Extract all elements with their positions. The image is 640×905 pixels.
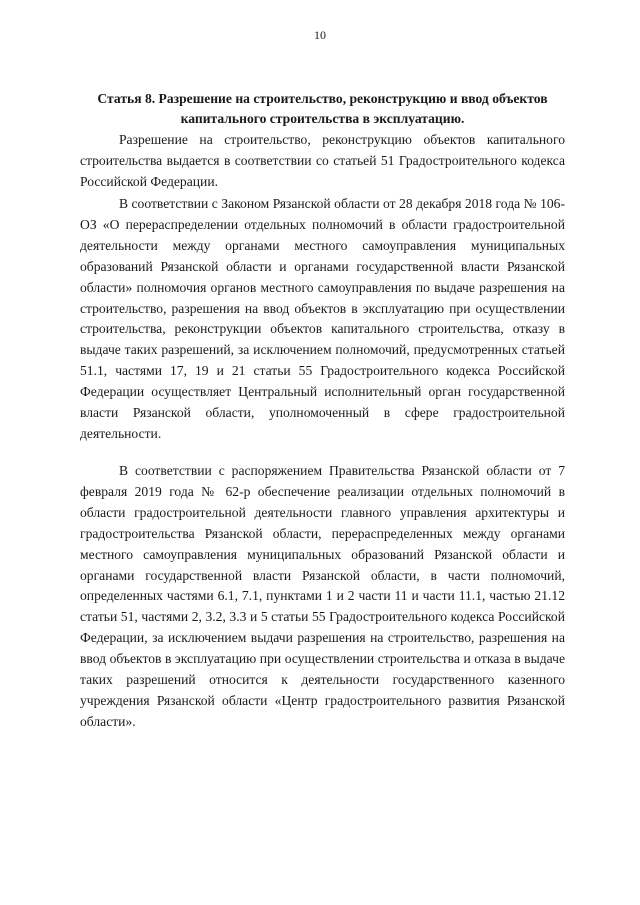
article-title: Статья 8. Разрешение на строительство, реконструкцию и ввод объектов капитального строительства в эксплуатацию. (97, 91, 548, 126)
paragraph-2: В соответствии с Законом Рязанской области от 28 декабря 2018 года № 106-ОЗ «О перераспределении отдельных полномочий в области градостроительной деятельности между органами местного самоуправления муниципальных образований Рязанской области и органами государственной власти Рязанской области» полномочия органов местного самоуправления по выдаче разрешения на строительство, разрешения на ввод объектов в эксплуатацию при осуществлении строительства, реконструкции объектов капитального строительства, отказу в выдаче таких разрешений, за исключением полномочий, предусмотренных статьей 51.1, частями 17, 19 и 21 статьи 55 Градостроительного кодекса Российской Федерации осуществляет Центральный исполнительный орган государственной власти Рязанской области, уполномоченный в сфере градостроительной деятельности. (80, 196, 565, 441)
paragraph-1: Разрешение на строительство, реконструкцию объектов капитального строительства выдается в соответствии со статьей 51 Градостроительного кодекса Российской Федерации. (80, 132, 565, 189)
page-number: 10 (314, 28, 326, 42)
paragraph-3: В соответствии с распоряжением Правительства Рязанской области от 7 февраля 2019 года № 62-р обеспечение реализации отдельных полномочий в области градостроительной деятельности главного управления архитектуры и градостроительства Рязанской области, перераспределенных между органами местного самоуправления муниципальных образований Рязанской области и органами государственной власти Рязанской области, в части полномочий, определенных частями 6.1, 7.1, пунктами 1 и 2 части 11 и части 11.1, частью 21.12 статьи 51, частями 2, 3.2, 3.3 и 5 статьи 55 Градостроительного кодекса Российской Федерации, за исключением выдачи разрешения на строительство, разрешения на ввод объектов в эксплуатацию при осуществлении строительства и отказа в выдаче таких разрешений относится к деятельности государственного казенного учреждения Рязанской области «Центр градостроительного развития Рязанской области». (80, 463, 565, 729)
